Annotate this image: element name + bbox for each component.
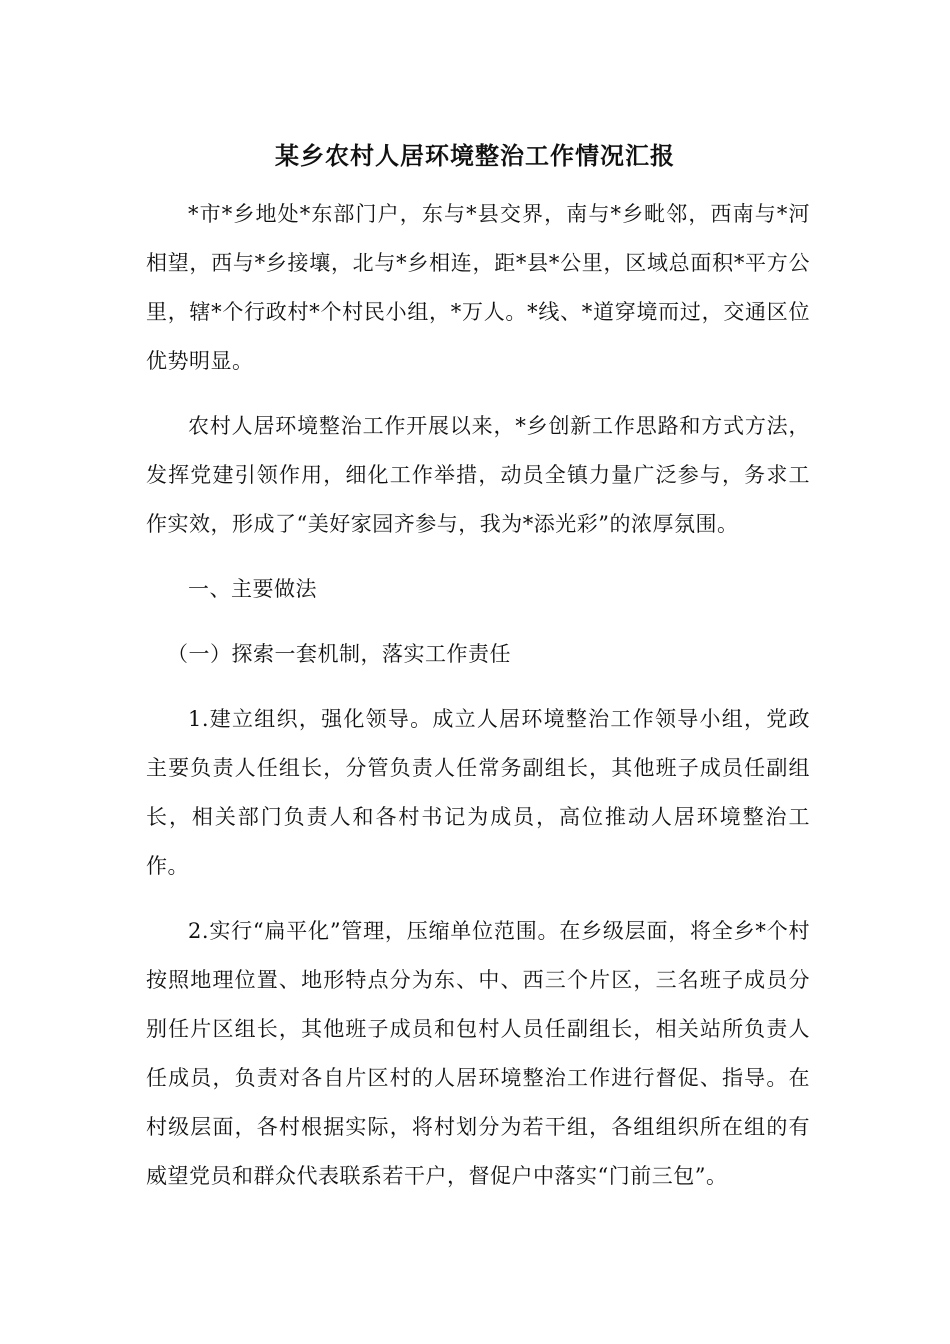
section-heading-main-practices: 一、主要做法 (188, 577, 317, 601)
item-2-paragraph: 2.实行“扁平化”管理，压缩单位范围。在乡级层面，将全乡*个村按照地理位置、地形特点分为东、中、西三个片区，三名班子成员分别任片区组长，其他班子成员和包村人员任副组长，相关站所负责人任成员，负责对各自片区村的人居环境整治工作进行督促、指导。在村级层面，各村根据实际，将村划分为若干组，各组组织所在组的有威望党员和群众代表联系若干户，督促户中落实“门前三包”。 (146, 919, 810, 1188)
subsection-heading-mechanism: （一）探索一套机制，落实工作责任 (167, 642, 511, 666)
item-1-paragraph: 1.建立组织，强化领导。成立人居环境整治工作领导小组，党政主要负责人任组长，分管负责人任常务副组长，其他班子成员任副组长，相关部门负责人和各村书记为成员，高位推动人居环境整治工作。 (146, 707, 810, 878)
overview-paragraph: 农村人居环境整治工作开展以来，*乡创新工作思路和方式方法，发挥党建引领作用，细化工作举措，动员全镇力量广泛参与，务求工作实效，形成了“美好家园齐参与，我为*添光彩”的浓厚氛围。 (146, 414, 810, 536)
document-title: 某乡农村人居环境整治工作情况汇报 (275, 141, 675, 170)
intro-paragraph: *市*乡地处*东部门户，东与*县交界，南与*乡毗邻，西南与*河相望，西与*乡接壤，北与*乡相连，距*县*公里，区域总面积*平方公里，辖*个行政村*个村民小组，*万人。*线、*道穿境而过，交通区位优势明显。 (146, 202, 810, 373)
document-body (146, 190, 810, 1217)
